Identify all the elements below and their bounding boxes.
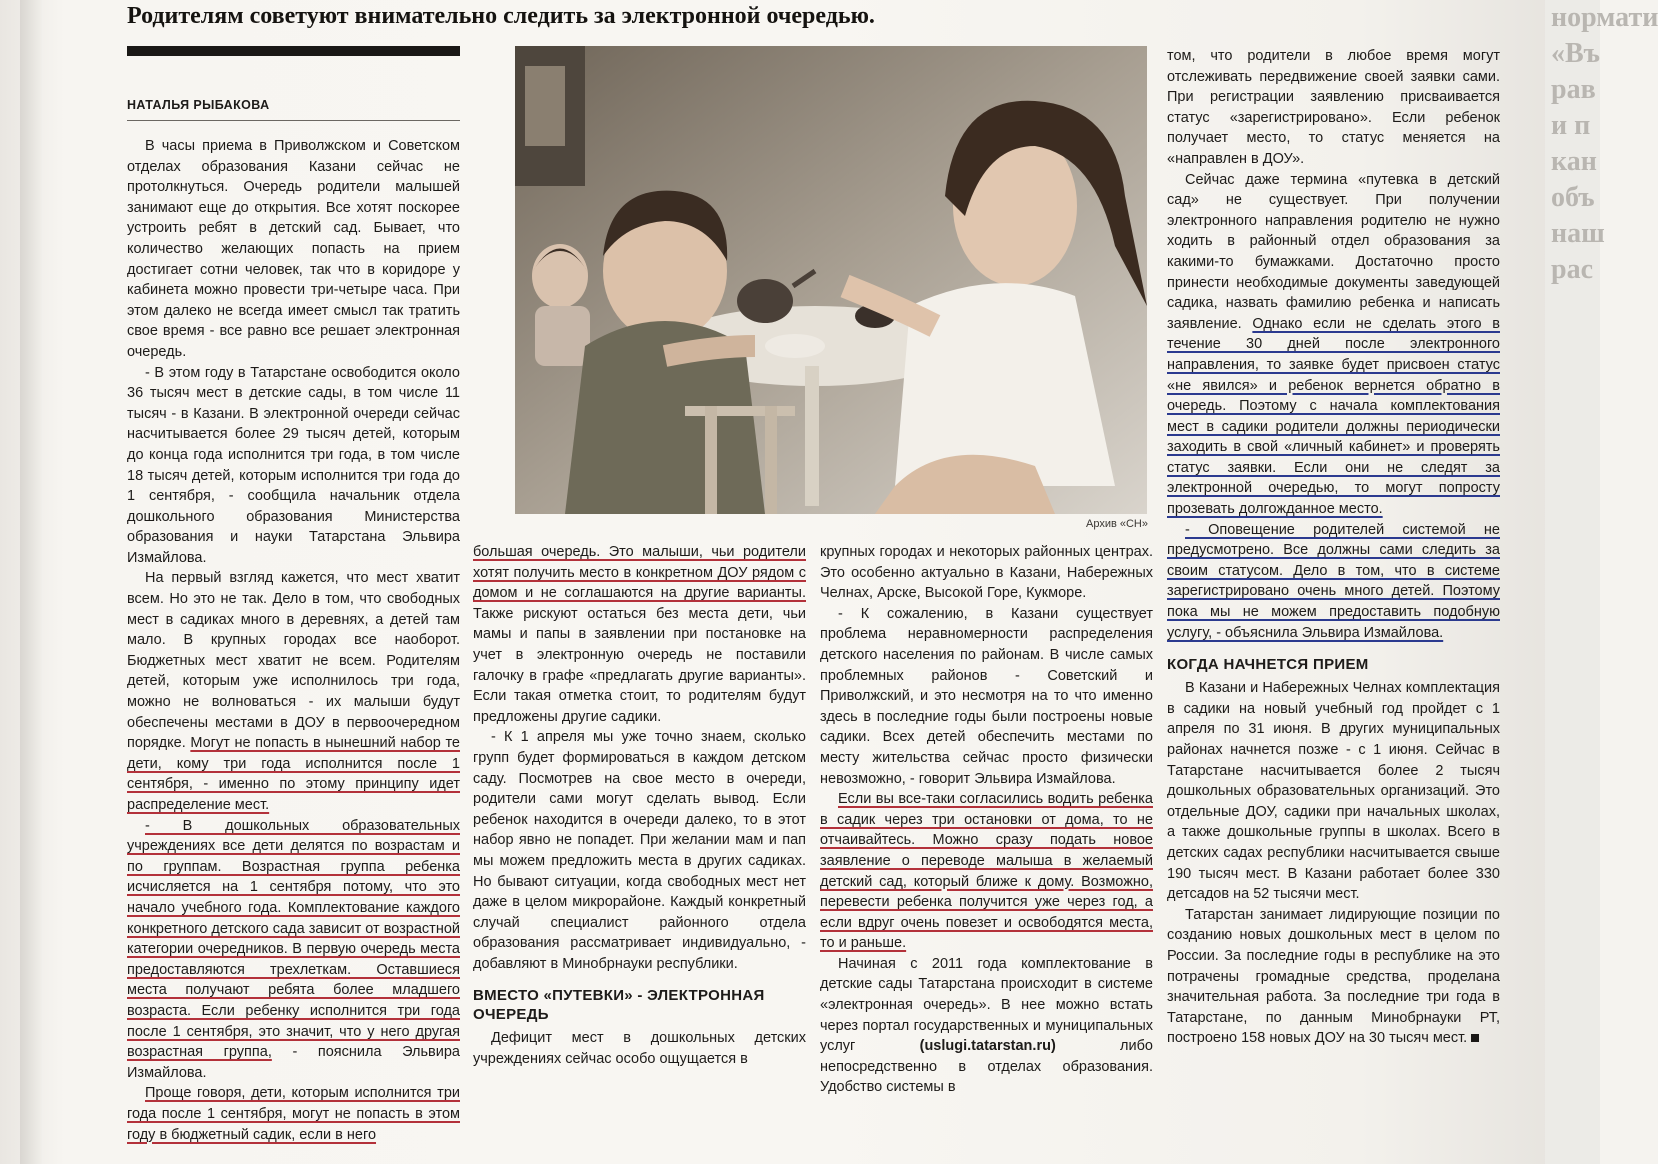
paragraph: Если вы все-таки согласились водить ребенка в садик через три остановки от дома, то не отчаивайтесь. Можно сразу подать новое заявление о переводе малыша в желаемый детский сад, который ближе к дому. Возможно, перевести ребенка получится уже через год, а если вдруг очень повезет и освободятся места, то и раньше. xyxy=(820,791,1153,952)
paragraph: Начиная с 2011 года комплектование в детские сады Татарстана происходит в системе «электронная очередь». В нее можно встать через портал государственных и муниципальных услуг (uslugi.tatarstan.ru) либо непосредственно в отделах образования. Удобство системы в xyxy=(820,955,1153,1096)
author-byline: НАТАЛЬЯ РЫБАКОВА xyxy=(127,98,270,112)
adjacent-page-bleed xyxy=(1545,0,1658,1164)
paragraph: Татарстан занимает лидирующие позиции по созданию новых дошкольных мест в целом по России. За последние годы в республике на это потрачены громадные средства, проделана значительная работа. За последние три года в Татарстане, по данным Минобрнауки РТ, построено 158 новых ДОУ на 30 тысяч мест. xyxy=(1167,906,1500,1047)
portal-link: (uslugi.tatarstan.ru) xyxy=(919,1038,1056,1055)
article-headline: Родителям советуют внимательно следить за электронной очередью. xyxy=(127,3,875,29)
paragraph: том, что родители в любое время могут отслеживать передвижение своей заявки сами. При регистрации заявлению присваивается статус «зарегистрировано». Если ребенок получает место, то статус меняется на «направлен в ДОУ». xyxy=(1167,48,1500,167)
paragraph: большая очередь. Это малыши, чьи родители хотят получить место в конкретном ДОУ рядом с домом и не соглашаются на другие варианты. Также рискуют остаться без места дети, чьи мамы и папы в заявлении при постановке на учет в электронную очередь не поставили галочку в графе «предлагать другие варианты». Если такая отметка стоит, то родителям будут предложены другие садики. xyxy=(473,544,806,725)
byline-rule xyxy=(127,120,460,121)
paragraph: - К сожалению, в Казани существует проблема неравномерности распределения детского населения по районам. В числе самых проблемных районов - Советский и Приволжский, и это несмотря на то что именно здесь в последние годы были построены новые садики. Всех детей обеспечить местами по месту жительства сейчас просто физически невозможно, - говорит Эльвира Измайлова. xyxy=(820,605,1153,787)
children-tea-party-photo xyxy=(515,46,1147,514)
photo-caption: Архив «СН» xyxy=(1086,518,1148,530)
section-heading: КОГДА НАЧНЕТСЯ ПРИЕМ xyxy=(1167,656,1369,674)
paragraph: Дефицит мест в дошкольных детских учреждениях сейчас особо ощущается в xyxy=(473,1030,806,1068)
article-column-2 xyxy=(473,542,806,1164)
article-column-3 xyxy=(820,542,1153,1164)
paragraph: Проще говоря, дети, которым исполнится три года после 1 сентября, могут не попасть в этом году в бюджетный садик, если в него xyxy=(127,1085,460,1143)
paragraph: В Казани и Набережных Челнах комплектация в садики на новый учебный год пройдет с 1 апреля по 31 июня. В других муниципальных районах начнется позже - с 1 июня. Сейчас в Татарстане насчитывается более 2 тысяч дошкольных образовательных организаций. Это отдельные ДОУ, садики при начальных школах, а также дошкольные группы в школах. Всего в детских садах республики насчитывается свыше 190 тысяч мест. В Казани работает более 330 детсадов на 52 тысячи мест. xyxy=(1167,680,1500,903)
article-column-4 xyxy=(1167,46,1500,1164)
end-of-article-mark xyxy=(1471,1034,1479,1042)
paragraph: - В этом году в Татарстане освободится около 36 тысяч мест в детские сады, в том числе 11 тысяч - в Казани. В электронной очереди сейчас насчитывается более 29 тысяч детей, которым до конца года исполнится три года, в том числе 18 тысяч детей, которым исполнится три года до 1 сентября, - сообщила начальник отдела дошкольного образования Министерства образования и науки Татарстана Эльвира Измайлова. xyxy=(127,364,460,566)
paragraph: Сейчас даже термина «путевка в детский сад» не существует. При получении электронного направления родителю не нужно ходить в районный отдел образования за какими-то бумажками. Достаточно просто принести необходимые документы заведующей садика, назвать фамилию ребенка и написать заявление. Однако если не сделать этого в течение 30 дней после электронного направления, то заявке будет присвоен статус «не явился» и ребенок вернется обратно в очередь. Поэтому с начала комплектования мест в садики родители должны периодически заходить в свой «личный кабинет» и проверять статус заявки. Если они не следят за электронной очередью, то могут попросту прозевать долгожданное место. xyxy=(1167,171,1500,518)
paragraph: - Оповещение родителей системой не предусмотрено. Все должны сами следить за своим статусом. Дело в том, что в системе зарегистрировано очень много детей. Поэтому пока мы не можем предоставить подобную услугу, - объяснила Эльвира Измайлова. xyxy=(1167,521,1500,641)
underlined-passage: - В дошкольных образовательных учреждениях все дети делятся по возрастам и по группам. Возрастная группа ребенка исчисляется на 1 сентября потому, что это начало учебного года. Комплектование каждого конкретного детского сада зависит от возрастной категории очередников. В первую очередь места предоставляются трехлеткам. Оставшиеся места получают ребята более младшего возраста. Если ребенку исполнится три года после 1 сентября, это значит, что у него другая возрастная группа, xyxy=(127,817,460,1061)
paragraph: крупных городах и некоторых районных центрах. Это особенно актуально в Казани, Набережных Челнах, Арске, Высокой Горе, Кукморе. xyxy=(820,544,1153,602)
headline-rule xyxy=(127,46,460,56)
section-heading: ВМЕСТО «ПУТЕВКИ» - ЭЛЕКТРОННАЯ ОЧЕРЕДЬ xyxy=(473,987,765,1024)
underlined-passage: Однако если не сделать этого в течение 30 дней после электронного направления, то заявке будет присвоен статус «не явился» и ребенок вернется обратно в очередь. Поэтому с начала комплектования мест в садики родители должны периодически заходить в свой «личный кабинет» и проверять статус заявки. Если они не следят за электронной очередью, то могут попросту прозевать долгожданное место. xyxy=(1167,315,1500,518)
article-photo xyxy=(515,46,1147,514)
paragraph: В часы приема в Приволжском и Советском отделах образования Казани сейчас не протолкнуться. Очередь родители малышей занимают еще до открытия. Все хотят поскорее устроить ребят в детский сад. Бывает, что количество желающих попасть на прием достигает сотни человек, так что в коридоре у кабинета можно провести три-четыре часа. При этом далеко не всегда имеет смысл так тратить свое время - все равно все решает электронная очередь. xyxy=(127,138,460,360)
adjacent-page-text: нормати «Въ рав и п кан объ наш рас xyxy=(1551,2,1658,285)
underlined-passage: большая очередь. Это малыши, чьи родители хотят получить место в конкретном ДОУ рядом с домом и не соглашаются на другие варианты. xyxy=(473,544,806,602)
article-column-1 xyxy=(127,136,460,1164)
paragraph: - К 1 апреля мы уже точно знаем, сколько групп будет формироваться в каждом детском саду. Посмотрев на свое место в очереди, родители сами могут сделать вывод. Если ребенок находится в очереди далеко, то в этот набор явно не попадет. При желании мам и пап мы можем предложить места в других садиках. Но бывают ситуации, когда свободных мест нет даже в целом микрорайоне. Каждый конкретный случай специалист районного отдела образования рассматривает индивидуально, - добавляют в Минобрнауки республики. xyxy=(473,729,806,972)
paragraph: На первый взгляд кажется, что мест хватит всем. Но это не так. Дело в том, что свободных мест в садиках много в деревнях, а детей там мало. В крупных городах все наоборот. Бюджетных мест хватит не всем. Родителям детей, которым уже исполнилось три года, можно не волноваться - их малыши будут обеспечены местами в ДОУ в первоочередном порядке. Могут не попасть в нынешний набор те дети, кому три года исполнится после 1 сентября, - именно по этому принципу идет распределение мест. xyxy=(127,570,460,813)
paragraph: - В дошкольных образовательных учреждениях все дети делятся по возрастам и по группам. Возрастная группа ребенка исчисляется на 1 сентября потому, что это начало учебного года. Комплектование каждого конкретного детского сада зависит от возрастной категории очередников. В первую очередь места предоставляются трехлеткам. Оставшиеся места получают ребята более младшего возраста. Если ребенку исполнится три года после 1 сентября, это значит, что у него другая возрастная группа, - пояснила Эльвира Измайлова. xyxy=(127,817,460,1081)
scan-edge xyxy=(20,0,42,1164)
underlined-passage: Могут не попасть в нынешний набор те дети, кому три года исполнится после 1 сентября, - именно по этому принципу идет распределение мест. xyxy=(127,735,460,813)
